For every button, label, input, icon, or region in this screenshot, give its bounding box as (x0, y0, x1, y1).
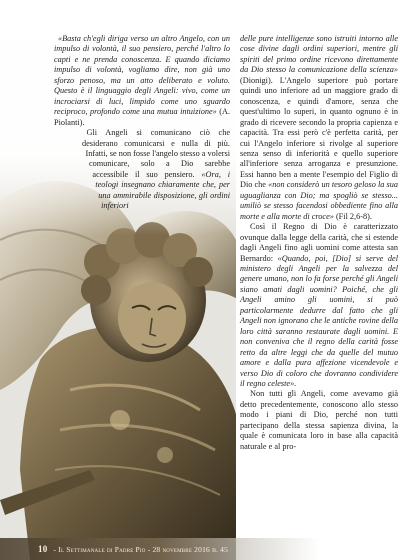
footer-dash: - (147, 545, 151, 554)
body-text: Gli Angeli si comunicano ciò che desiderano comunicarsi e nulla di più. Infatti, se non fosse l'angelo stesso a volersi comunicare, solo a Dio sarebbe accessibile il suo pensiero. (81, 128, 230, 179)
left-body-paragraph (54, 128, 230, 212)
quote-attribution: (A. Piolanti). (54, 107, 231, 127)
p1-reference: (Fil 2,6-8). (335, 211, 372, 221)
right-paragraph-2 (240, 222, 398, 389)
quote-text: «Basta ch'egli diriga verso un altro Angelo, con un impulso di volontà, il suo pensiero, perché l'altro lo capti e ne prenda conoscenza. E quando diciamo impulso di volontà, vogliamo dire, non già uno sforzo penoso, ma un atto deliberato e voluto. Questo è il linguaggio degli Angeli: vivo, come un incrociarsi di luci, limpido come uno sguardo reciproco, profondo come una mutua intuizione» (54, 34, 230, 117)
footer-line (38, 544, 228, 554)
right-paragraph-1 (240, 34, 398, 222)
issue-number: n. 45 (212, 545, 229, 554)
page-footer (0, 538, 400, 560)
page-number: 10 (38, 544, 48, 554)
p1-italic: delle pure intelligenze sono istruiti intorno alle cose divine dagli ordini superiori, mentre gli spiriti del primo ordine ricevono direttamente da Dio stesso la comunicazione della scienza» (240, 34, 398, 75)
right-text-column (240, 34, 398, 452)
p1-italic-quote: «non considerò un tesoro geloso la sua uguaglianza con Dio; ma spogliò se stesso... umiliò se stesso facendosi obbediente fino alla morte e alla morte di croce» (240, 180, 399, 221)
p1-body: (Dionigi). L'Angelo superiore può portare quindi uno inferiore ad un maggiore grado di conoscenza, e quindi d'amore, senza che quest'ultimo lo superi, in quanto ognuno è in grado di ricevere secondo la propria capienza e capacità. Tra essi però c'è perfetta carità, per cui l'Angelo inferiore si rivolge al superiore senza senso di inferiorità e quello superiore all'inferiore senza arroganza e presunzione. Essi hanno ben a mente l'esempio del Figlio di Dio che (240, 75, 398, 190)
p2-body: Così il Regno di Dio è caratterizzato ovunque dalla legge della carità, che si estende dagli Angeli fino agli uomini come attesta san Bernardo: (240, 222, 398, 263)
publication-name: Il Settimanale di Padre Pio (58, 545, 146, 554)
left-text-column (54, 34, 230, 338)
right-paragraph-3 (240, 389, 398, 452)
body-italic-text: «Ora, i teologi insegnano chiaramente che, per una ammirabile disposizione, gli ordini inferiori (95, 169, 230, 211)
p2-italic-quote: «Quando, poi, [Dio] si serve del ministero degli Angeli per la salvezza del genere umano, non lo fa forse perché gli Angeli siano amati dagli uomini? Poiché, che gli Angeli amino gli uomini, si può particolarmente dedurre dal fatto che gli Angeli non ignorano che le antiche rovine della loro città saranno restaurate dagli uomini. E non conveniva che il regno della carità fosse retto da altre leggi che da quelle del mutuo amore e dalla pura affezione vicendevole e verso Dio di coloro che dovranno condividere il regno celeste». (240, 253, 398, 388)
footer-separator: - (53, 545, 57, 554)
left-quote-paragraph (54, 34, 230, 128)
p3-body: Non tutti gli Angeli, come avevamo già detto precedentemente, conoscono allo stesso modo i piani di Dio, perché non tutti partecipano della stessa sapienza divina, la quale è comunicata loro in base alla capacità naturale e al pro- (240, 389, 398, 451)
issue-date: 28 novembre 2016 (152, 545, 210, 554)
